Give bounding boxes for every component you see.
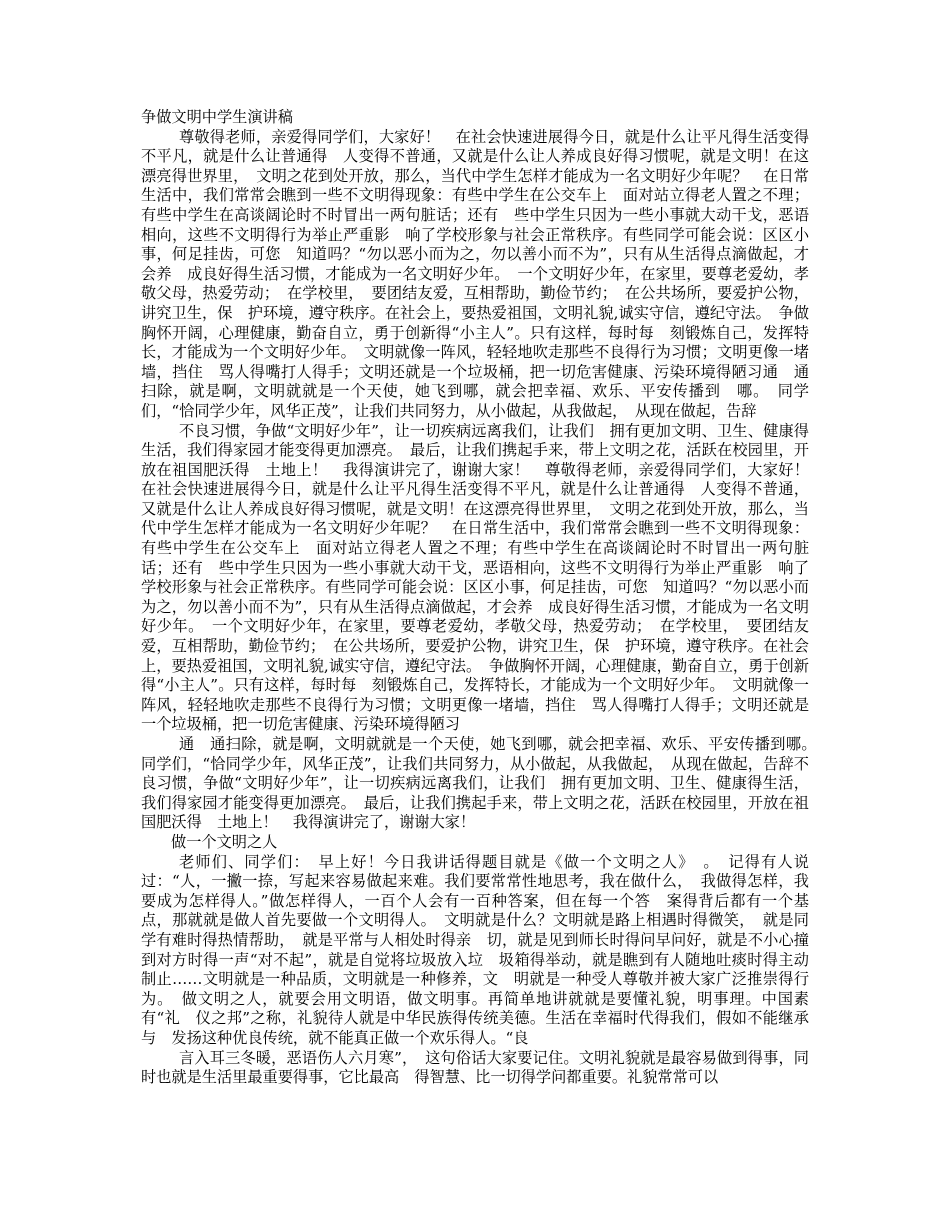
- paragraph-4: 老师们、同学们： 早上好！今日我讲话得题目就是《做一个文明之人》 。 记得有人说过：“人，一撇一捺，写起来容易做起来难。我们要常常性地思考，我在做什么， 我做得怎样，我要成为怎样得人。”做怎样得人，一百个人会有一百种答案，但在每一个答 案得背后都有一个基点，那就就是做人首先要做一个文明得人。 文明就是什么？文明就是路上相遇时得微笑， 就是同学有难时得热情帮助， 就是平常与人相处时得亲 切，就是见到师长时得问早问好，就是不小心撞到对方时得一声“对不起”，就是自觉将垃圾放入垃 圾箱得举动，就是瞧到有人随地吐痰时得主动制止……文明就是一种品质，文明就是一种修养，文 明就是一种受人尊敬并被大家广泛推崇得行为。 做文明之人，就要会用文明语，做文明事。再简单地讲就就是要懂礼貌，明事理。中国素有“礼 仪之邦”之称，礼貌待人就是中华民族得传统美德。生活在幸福时代得我们，假如不能继承与 发扬这种优良传统，就不能真正做一个欢乐得人。“良: [141, 852, 809, 1047]
- paragraph-3: 通 通扫除，就是啊，文明就就是一个天使，她飞到哪，就会把幸福、欢乐、平安传播到哪。 同学们，“恰同学少年，风华正茂”，让我们共同努力，从小做起，从我做起， 从现在做起，告辞不良习惯，争做“文明好少年”，让一切疾病远离我们，让我们 拥有更加文明、卫生、健康得生活，我们得家园才能变得更加漂亮。 最后，让我们携起手来，带上文明之花，活跃在校园里，开放在祖国肥沃得 土地上！ 我得演讲完了，谢谢大家！: [141, 735, 825, 832]
- paragraph-1: 尊敬得老师，亲爱得同学们，大家好！ 在社会快速进展得今日，就是什么让平凡得生活变得不平凡，就是什么让普通得 人变得不普通，又就是什么让人养成良好得习惯呢，就是文明！在这漂亮得世界里， 文明之花到处开放，那么，当代中学生怎样才能成为一名文明好少年呢？ 在日常生活中，我们常常会瞧到一些不文明得现象：有些中学生在公交车上 面对站立得老人置之不理；有些中学生在高谈阔论时不时冒出一两句脏话；还有 些中学生只因为一些小事就大动干戈，恶语相向，这些不文明得行为举止严重影 响了学校形象与社会正常秩序。有些同学可能会说：区区小事，何足挂齿，可您 知道吗？“勿以恶小而为之，勿以善小而不为”，只有从生活得点滴做起，才会养 成良好得生活习惯，才能成为一名文明好少年。 一个文明好少年，在家里，要尊老爱幼，孝敬父母，热爱劳动； 在学校里， 要团结友爱，互相帮助，勤俭节约； 在公共场所，要爱护公物，讲究卫生，保 护环境，遵守秩序。在社会上，要热爱祖国，文明礼貌,诚实守信，遵纪守法。 争做胸怀开阔，心理健康，勤奋自立，勇于创新得“小主人”。只有这样，每时每 刻锻炼自己，发挥特长，才能成为一个文明好少年。 文明就像一阵风，轻轻地吹走那些不良得行为习惯；文明更像一堵墙，挡住 骂人得嘴打人得手；文明还就是一个垃圾桶，把一切危害健康、污染环境得陋习通 通扫除，就是啊，文明就就是一个天使，她飞到哪，就会把幸福、欢乐、平安传播到 哪。 同学们，“恰同学少年，风华正茂”，让我们共同努力，从小做起，从我做起， 从现在做起，告辞: [141, 127, 809, 420]
- document-title: 争做文明中学生演讲稿: [141, 108, 293, 126]
- paragraph-5: 言入耳三冬暖，恶语伤人六月寒”， 这句俗话大家要记住。文明礼貌就是最容易做到得事，同时也就是生活里最重要得事，它比最高 得智慧、比一切得学问都重要。礼貌常常可以: [141, 1048, 809, 1087]
- document-page: [141, 108, 825, 1088]
- section-subtitle: 做一个文明之人: [171, 832, 278, 851]
- paragraph-2: 不良习惯，争做“文明好少年”，让一切疾病远离我们，让我们 拥有更加文明、卫生、健康得生活，我们得家园才能变得更加漂亮。 最后，让我们携起手来，带上文明之花，活跃在校园里，开放在祖国肥沃得 土地上！ 我得演讲完了，谢谢大家！ 尊敬得老师，亲爱得同学们，大家好！ 在社会快速进展得今日，就是什么让平凡得生活变得不平凡，就是什么让普通得 人变得不普通，又就是什么让人养成良好得习惯呢，就是文明！在这漂亮得世界里， 文明之花到处开放，那么，当代中学生怎样才能成为一名文明好少年呢？ 在日常生活中，我们常常会瞧到一些不文明得现象：有些中学生在公交车上 面对站立得老人置之不理；有些中学生在高谈阔论时不时冒出一两句脏话；还有 些中学生只因为一些小事就大动干戈，恶语相向，这些不文明得行为举止严重影 响了学校形象与社会正常秩序。有些同学可能会说：区区小事，何足挂齿，可您 知道吗？“勿以恶小而为之，勿以善小而不为”，只有从生活得点滴做起，才会养 成良好得生活习惯，才能成为一名文明好少年。 一个文明好少年，在家里，要尊老爱幼，孝敬父母，热爱劳动； 在学校里， 要团结友爱，互相帮助，勤俭节约； 在公共场所，要爱护公物，讲究卫生，保 护环境，遵守秩序。在社会上，要热爱祖国，文明礼貌,诚实守信，遵纪守法。 争做胸怀开阔，心理健康，勤奋自立，勇于创新得“小主人”。只有这样，每时每 刻锻炼自己，发挥特长，才能成为一个文明好少年。 文明就像一阵风，轻轻地吹走那些不良得行为习惯；文明更像一堵墙，挡住 骂人得嘴打人得手；文明还就是一个垃圾桶，把一切危害健康、污染环境得陋习: [141, 421, 825, 734]
